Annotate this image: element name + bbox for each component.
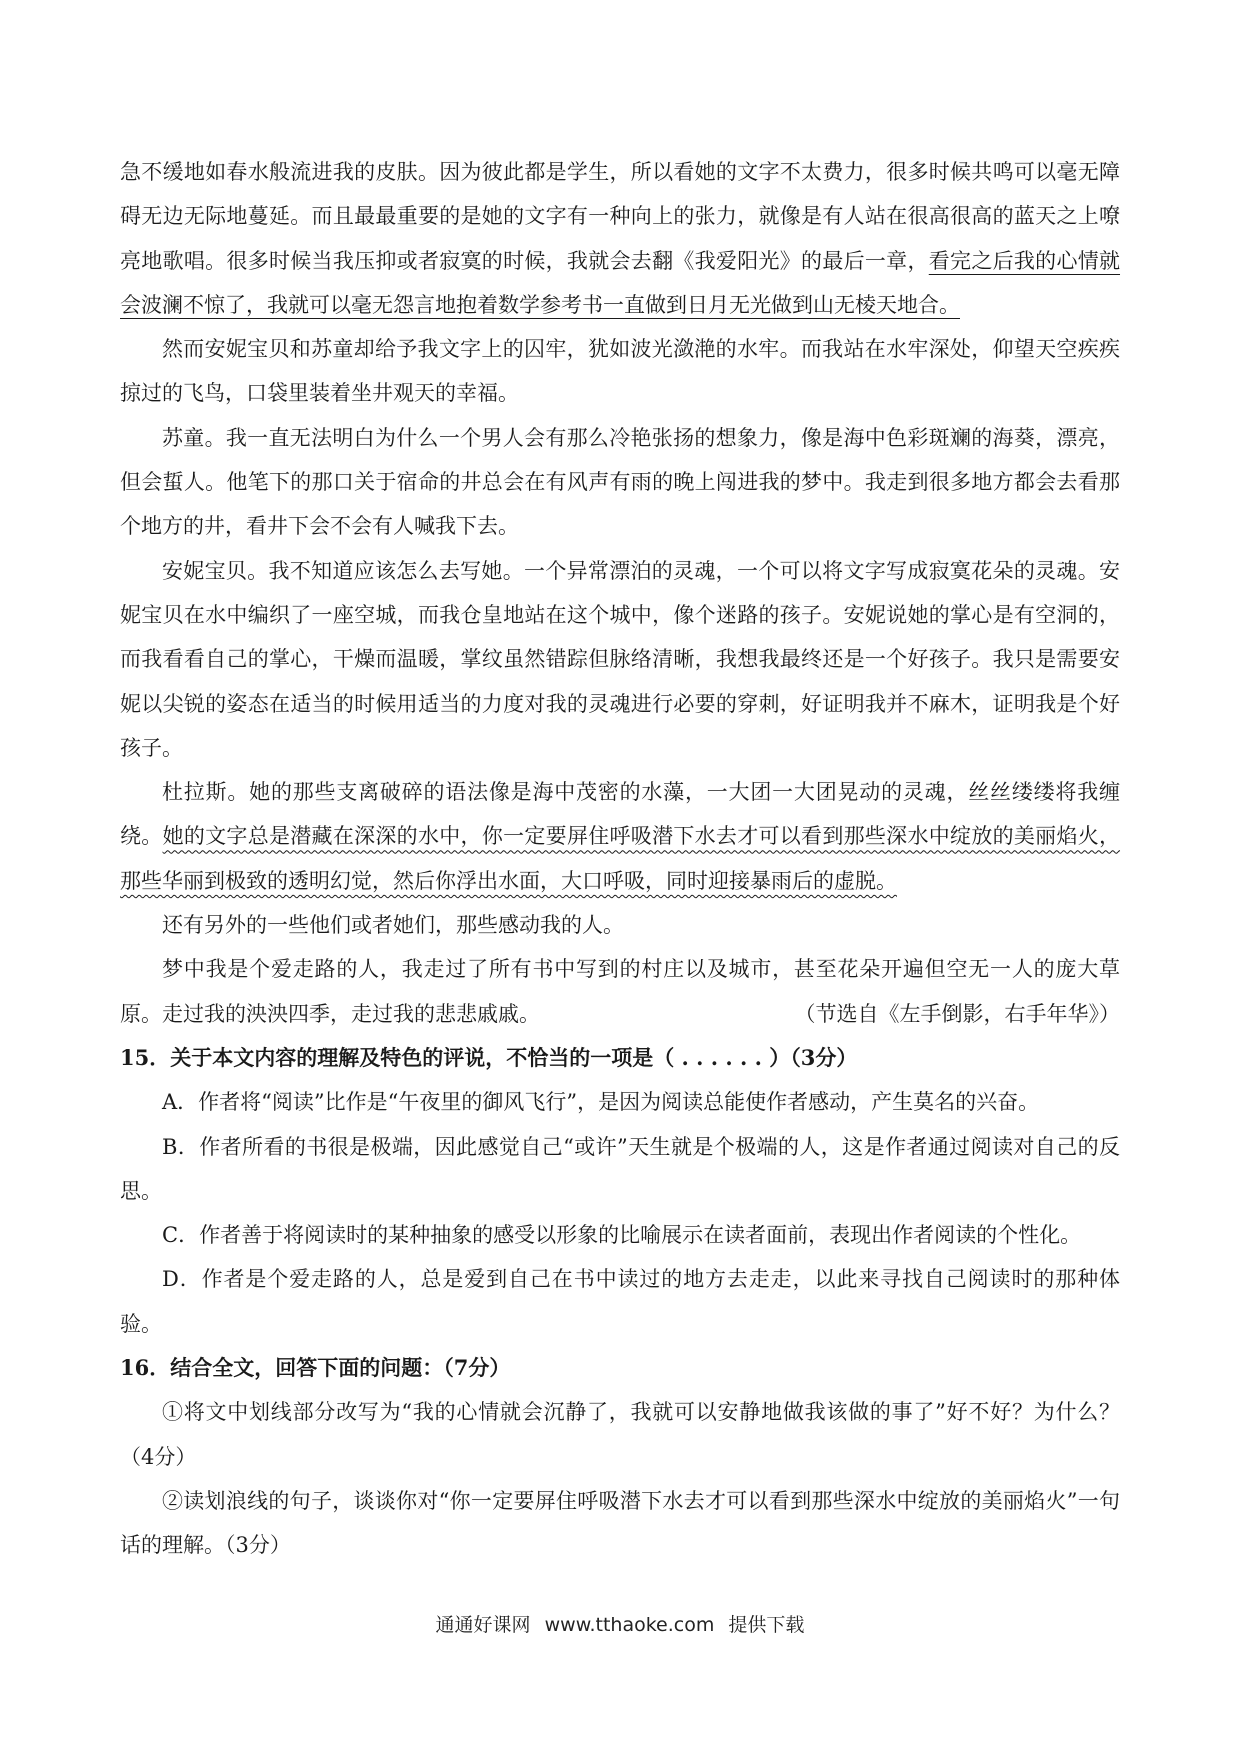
question-15-option-d: D．作者是个爱走路的人，总是爱到自己在书中读过的地方去走走，以此来寻找自己阅读时的那种体验。: [120, 1267, 1120, 1336]
passage-paragraph-6: 还有另外的一些他们或者她们，那些感动我的人。: [162, 913, 624, 938]
page-content: [120, 150, 1120, 1568]
question-16-stem: 16．结合全文，回答下面的问题：（7分）: [120, 1355, 511, 1381]
footer-suffix: 提供下载: [728, 1614, 805, 1636]
source-citation: （节选自《左手倒影，右手年华》）: [794, 1001, 1120, 1026]
passage-p1-text: 急不缓地如春水般流进我的皮肤。因为彼此都是学生，所以看她的文字不太费力，很多时候共鸣可以毫无障碍无边无际地蔓延。而且最最重要的是她的文字有一种向上的张力，就像是有人站在很高很高的蓝天之上嘹亮地歌唱。很多时候当我压抑或者寂寞的时候，我就会去翻《我爱阳光》的最后一章，: [120, 160, 1120, 273]
question-15-option-a: A．作者将“阅读”比作是“午夜里的御风飞行”，是因为阅读总能使作者感动，产生莫名的兴奋。: [162, 1090, 1040, 1115]
wavy-underlined-sentence: 她的文字总是潜藏在深深的水中，你一定要屏住呼吸潜下水去才可以看到那些深水中绽放的美丽焰火，那些华丽到极致的透明幻觉，然后你浮出水面，大口呼吸，同时迎接暴雨后的虚脱。: [120, 824, 1121, 893]
question-16-sub-1: ①将文中划线部分改写为“我的心情就会沉静了，我就可以安静地做我该做的事了”好不好？为什么？（4分）: [120, 1400, 1120, 1469]
passage-paragraph-1: [120, 150, 1120, 327]
passage-paragraph-5: [120, 770, 1120, 903]
passage-p7-text: 梦中我是个爱走路的人，我走过了所有书中写到的村庄以及城市，甚至花朵开遍但空无一人的庞大草原。走过我的泱泱四季，走过我的悲悲戚戚。: [120, 957, 1120, 1026]
question-16-sub-2: ②读划浪线的句子，谈谈你对“你一定要屏住呼吸潜下水去才可以看到那些深水中绽放的美丽焰火”一句话的理解。（3分）: [120, 1488, 1120, 1558]
passage-paragraph-4: 安妮宝贝。我不知道应该怎么去写她。一个异常漂泊的灵魂，一个可以将文字写成寂寞花朵的灵魂。安妮宝贝在水中编织了一座空城，而我仓皇地站在这个城中，像个迷路的孩子。安妮说她的掌心是有空洞的，而我看看自己的掌心，干燥而温暖，掌纹虽然错踪但脉络清晰，我想我最终还是一个好孩子。我只是需要安妮以尖锐的姿态在适当的时候用适当的力度对我的灵魂进行必要的穿刺，好证明我并不麻木，证明我是个好孩子。: [120, 558, 1120, 760]
passage-paragraph-7: [120, 947, 1120, 1036]
footer-site-name: 通通好课网: [435, 1614, 531, 1636]
passage-p5-text: 杜拉斯。她的那些支离破碎的语法像是海中茂密的水藻，一大团一大团晃动的灵魂，丝丝缕缕将我缠绕。: [120, 780, 1120, 849]
question-15-option-b: B．作者所看的书很是极端，因此感觉自己“或许”天生就是个极端的人，这是作者通过阅读对自己的反思。: [120, 1134, 1120, 1203]
passage-paragraph-2: 然而安妮宝贝和苏童却给予我文字上的囚牢，犹如波光潋滟的水牢。而我站在水牢深处，仰望天空疾疾掠过的飞鸟，口袋里装着坐井观天的幸福。: [120, 337, 1120, 406]
footer-url: www.tthaoke.com: [544, 1614, 715, 1636]
passage-paragraph-3: 苏童。我一直无法明白为什么一个男人会有那么冷艳张扬的想象力，像是海中色彩斑斓的海葵，漂亮，但会蜇人。他笔下的那口关于宿命的井总会在有风声有雨的晚上闯进我的梦中。我走到很多地方都会去看那个地方的井，看井下会不会有人喊我下去。: [120, 425, 1120, 539]
question-15-option-c: C．作者善于将阅读时的某种抽象的感受以形象的比喻展示在读者面前，表现出作者阅读的个性化。: [162, 1223, 1082, 1248]
question-15-stem: 15．关于本文内容的理解及特色的评说，不恰当的一项是（ . . . . . . ）（3分）: [120, 1044, 858, 1070]
underlined-sentence: 看完之后我的心情就会波澜不惊了，我就可以毫无怨言地抱着数学参考书一直做到日月无光做到山无棱天地合。: [120, 248, 1121, 317]
page-footer: [0, 1610, 1240, 1637]
